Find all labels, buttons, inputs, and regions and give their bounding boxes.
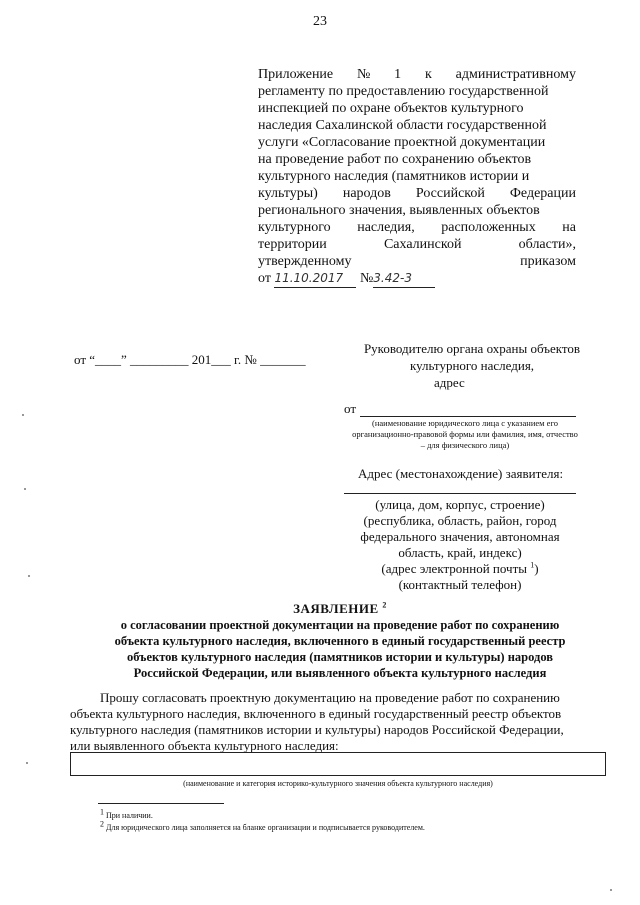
statement-title: ЗАЯВЛЕНИЕ $^2$	[293, 600, 387, 616]
scan-speck	[610, 889, 612, 891]
from-label: от	[344, 401, 357, 416]
appendix-reference: Приложение № 1 к административному регламенту по предоставлению государственной инспекцией по охране объектов культурного наследия Сахалинской области государственной услуги «Согласование проектной документации на проведение работ по сохранению объектов культурного наследия (памятников истории и культуры) народов Российской Федерации регионального значения, выявленных объектов культурного наследия, расположенных на территории Сахалинской области», утвержденному приказом от 11.10.2017 № 3.42-3	[258, 67, 576, 286]
applicant-address-line[interactable]	[344, 493, 576, 494]
applicant-name-caption: (наименование юридического лица с указанием его организационно-правовой формы или фамилия, имя, отчество – для физического лица)	[352, 418, 578, 450]
phone-caption: (контактный телефон)	[398, 577, 522, 592]
scan-speck	[24, 488, 26, 490]
heritage-object-field[interactable]	[70, 752, 606, 776]
scan-speck	[28, 575, 30, 577]
footnote-mark-2: 2	[382, 600, 387, 610]
applicant-name-line[interactable]	[360, 403, 576, 417]
heritage-object-caption: (наименование и категория историко-культурного значения объекта культурного наследия)	[183, 779, 493, 788]
page-number: 23	[313, 14, 327, 29]
footnote-mark-1: 1	[530, 560, 535, 570]
footnote-separator	[98, 803, 224, 804]
statement-subtitle: о согласовании проектной документации на проведение работ по сохранению объекта культурного наследия, включенного в единый государственный реестр объектов культурного наследия (памятников истории и культуры) народов Российской Федерации, или выявленного объекта культурного наследия	[114, 618, 566, 680]
email-caption: (адрес электронной почты $^1$)	[381, 560, 539, 576]
outgoing-date-number-line: от “____” _________ 201___ г. № _______	[74, 352, 306, 367]
scan-speck	[26, 762, 28, 764]
footnotes	[100, 807, 600, 834]
scan-speck	[22, 414, 24, 416]
handwritten-order-number: 3.42-3	[373, 270, 435, 288]
handwritten-order-date: 11.10.2017	[274, 270, 356, 288]
applicant-address-captions: (улица, дом, корпус, строение) (республика, область, район, город федерального значения, автономная область, край, индекс) (адрес электронной почты $^1$) (контактный телефон)	[344, 497, 576, 593]
applicant-address-label: Адрес (местонахождение) заявителя:	[358, 466, 564, 481]
order-reference: от 11.10.2017 № 3.42-3	[258, 270, 576, 288]
request-paragraph: Прошу согласовать проектную документацию на проведение работ по сохранению объекта культурного наследия, включенного в единый государственный реестр объектов культурного наследия (памятников истории и культуры) народов Российской Федерации, или выявленного объекта культурного наследия:	[70, 690, 564, 753]
footnote-2: $^2$ Для юридического лица заполняется на бланке организации и подписывается руководителем.	[100, 819, 425, 832]
recipient-block: Руководителю органа охраны объектов культурного наследия, адрес	[363, 341, 581, 390]
applicant-name-field[interactable]	[344, 401, 576, 417]
footnote-1: $^1$ При наличии.	[100, 807, 153, 820]
